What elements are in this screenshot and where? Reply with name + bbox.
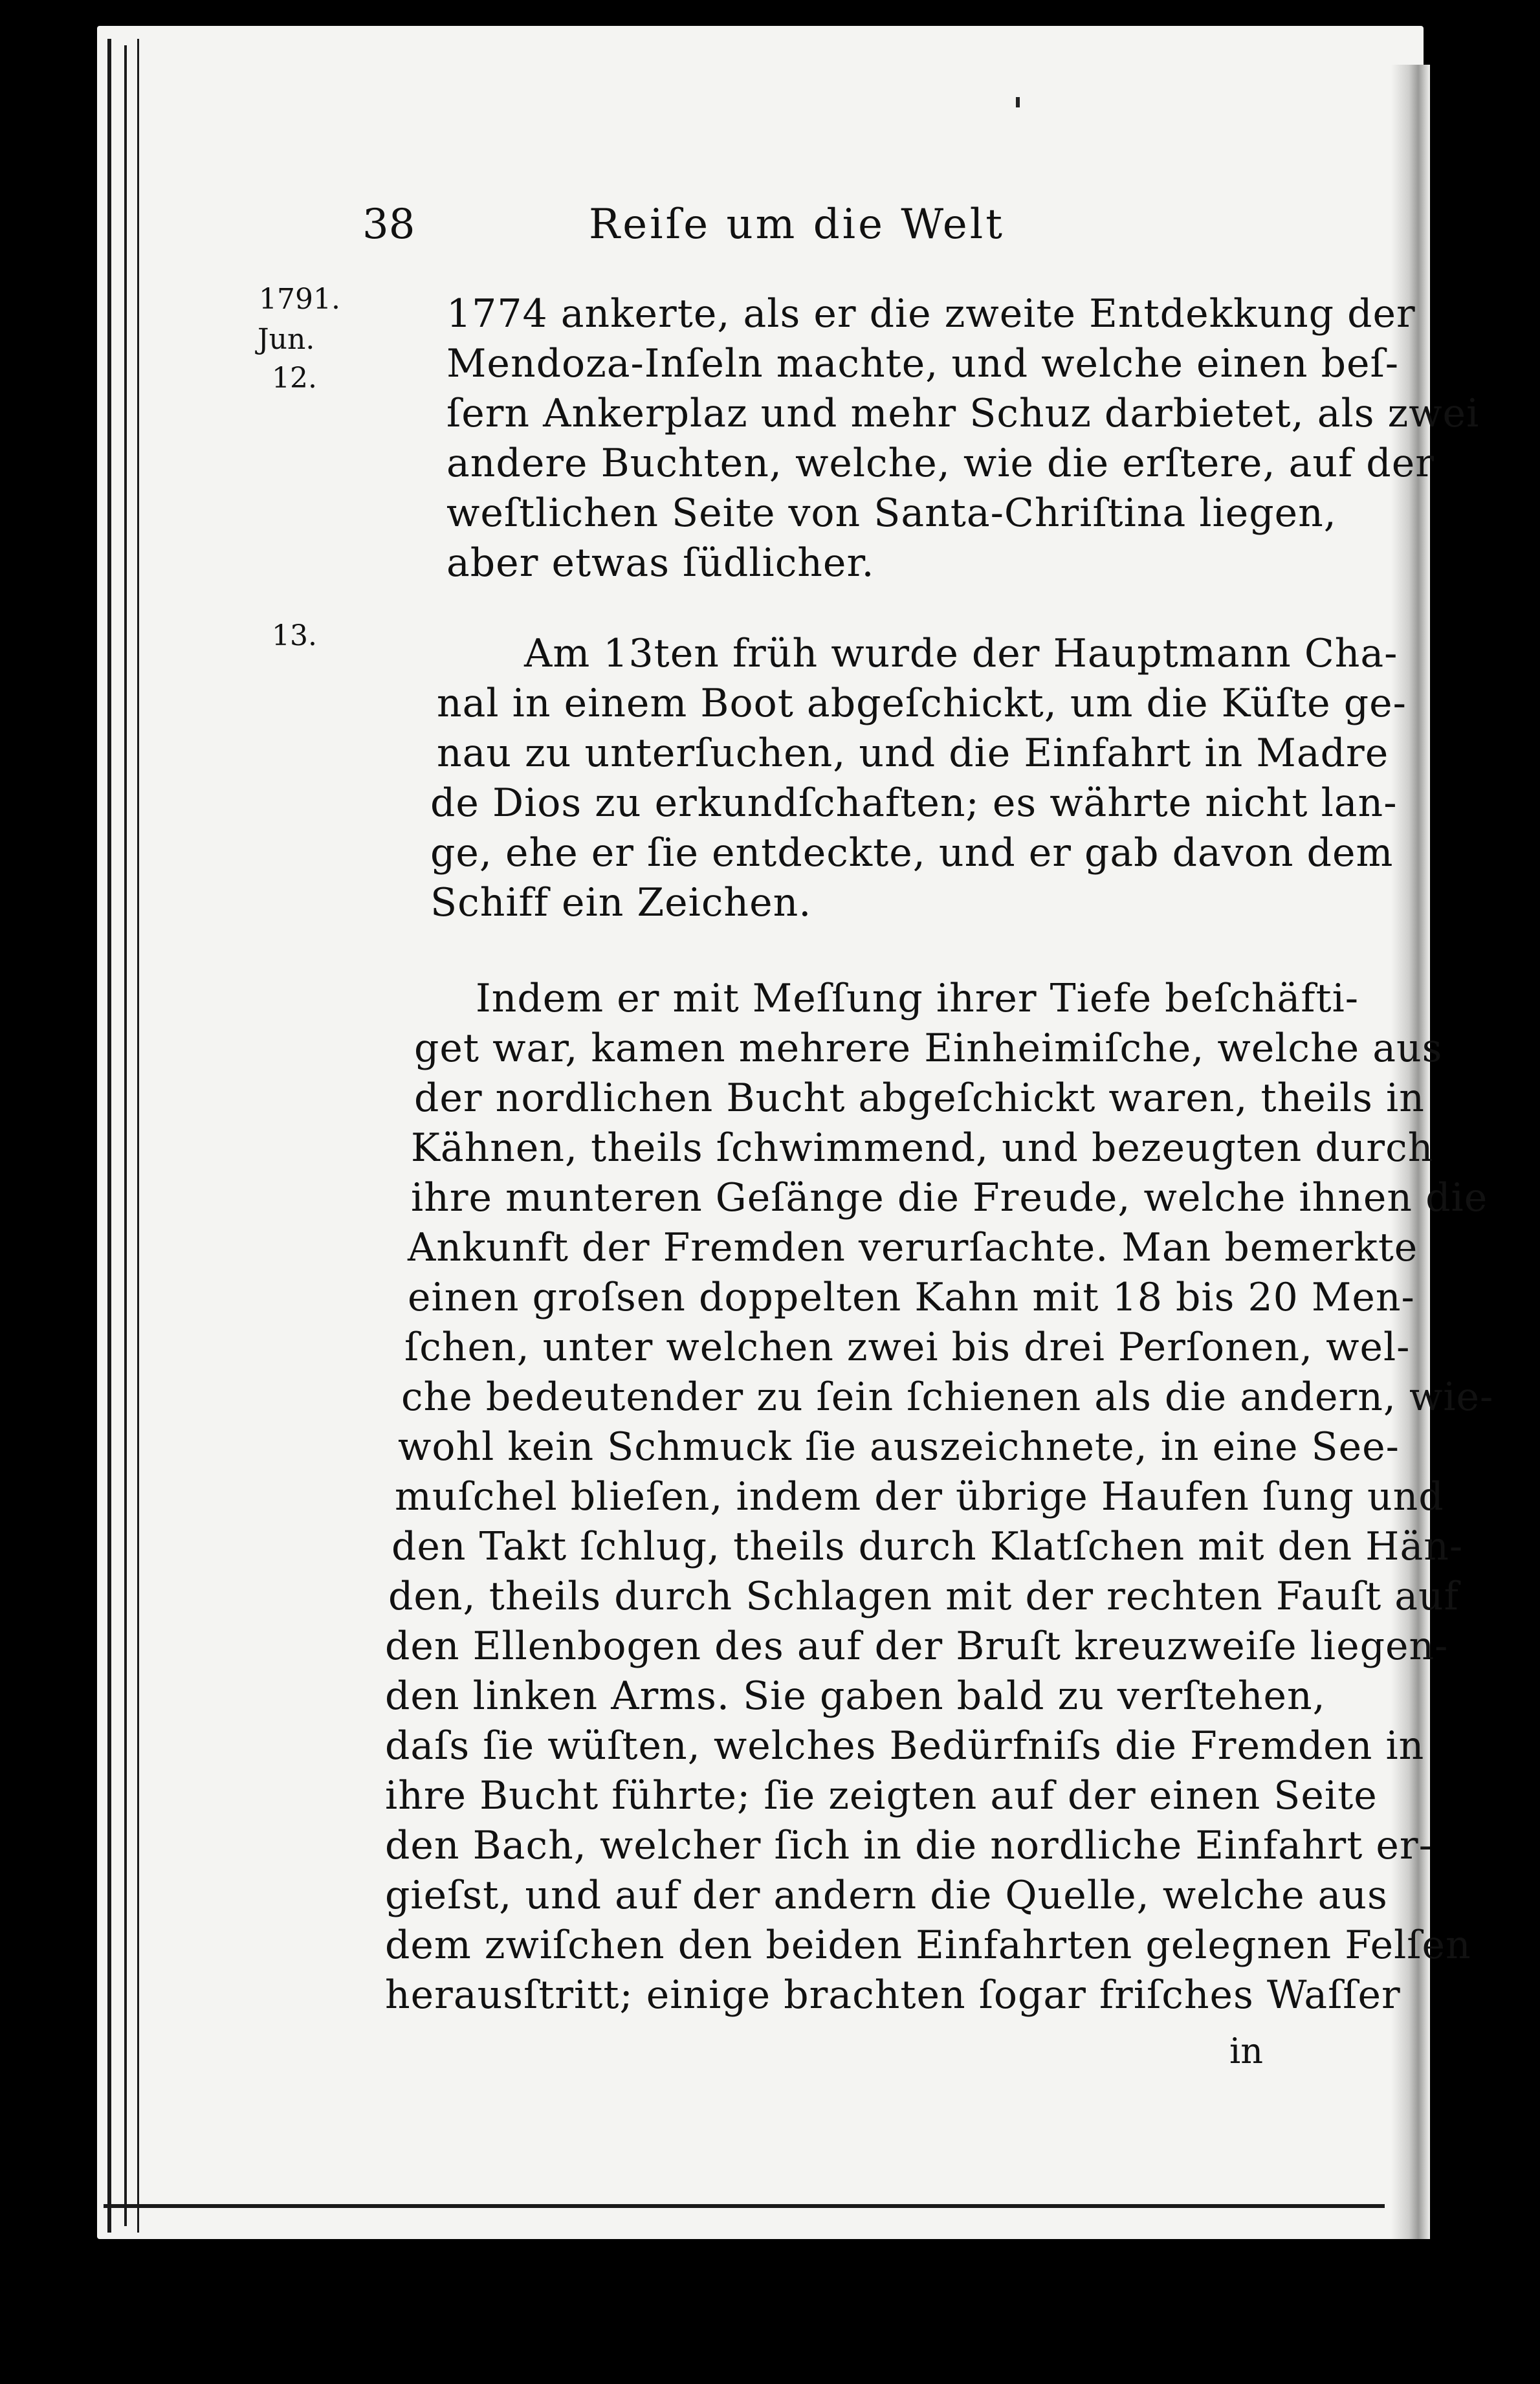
text-line: ihre Bucht führte; ſie zeigten auf der einen Seite [385, 1773, 1378, 1818]
text-line: 1774 ankerte, als er die zweite Entdekkung der [446, 291, 1416, 337]
page-header [362, 188, 1268, 259]
running-title: Reiſe um die Welt [589, 201, 1005, 248]
text-line: den linken Arms. Sie gaben bald zu verſtehen, [385, 1673, 1326, 1719]
text-line: de Dios zu erkundſchaften; es währte nicht lan- [430, 780, 1398, 826]
text-line: den Takt ſchlug, theils durch Klatſchen mit den Hän- [391, 1524, 1464, 1569]
page-number: 38 [362, 201, 415, 248]
margin-note-month: Jun. [258, 323, 315, 356]
margin-note-year: 1791. [259, 283, 340, 316]
text-line: der nordlichen Bucht abgeſchickt waren, theils in [414, 1076, 1425, 1121]
catchword: in [1229, 2031, 1264, 2071]
text-line: che bedeutender zu ſein ſchienen als die andern, wie- [401, 1374, 1494, 1420]
text-line: den Bach, welcher ſich in die nordliche Einfahrt er- [385, 1823, 1433, 1868]
left-border-rule-inner [124, 45, 127, 2226]
text-line: weſtlichen Seite von Santa-Chriſtina liegen, [446, 491, 1337, 536]
left-border-rule-inner-2 [137, 39, 139, 2233]
margin-note-day: 12. [272, 362, 317, 395]
text-line: andere Buchten, welche, wie die erſtere, auf der [446, 441, 1435, 486]
text-line: Am 13ten früh wurde der Hauptmann Cha- [524, 631, 1398, 676]
text-line: herausſtritt; einige brachten ſogar friſches Waſſer [385, 1972, 1401, 2018]
text-line: ge, ehe er ſie entdeckte, und er gab davon dem [430, 830, 1394, 876]
text-line: Kähnen, theils ſchwimmend, und bezeugten durch [411, 1125, 1434, 1171]
text-line: Mendoza-Inſeln machte, und welche einen beſ- [446, 341, 1400, 386]
text-line: get war, kamen mehrere Einheimiſche, welche aus [414, 1026, 1443, 1071]
text-line: aber etwas ſüdlicher. [446, 540, 875, 586]
text-line: gieſst, und auf der andern die Quelle, welche aus [385, 1873, 1388, 1918]
text-line: muſchel blieſen, indem der übrige Haufen ſung und [395, 1474, 1444, 1519]
text-line: Ankunft der Fremden verurſachte. Man bemerkte [408, 1225, 1418, 1270]
text-line: nau zu unterſuchen, und die Einfahrt in Madre [437, 731, 1389, 776]
bottom-border-rule [104, 2204, 1385, 2208]
margin-note-day-13: 13. [272, 619, 317, 652]
text-line: Indem er mit Meſſung ihrer Tiefe beſchäfti- [476, 976, 1359, 1021]
text-line: ihre munteren Geſänge die Freude, welche ihnen die [411, 1175, 1488, 1220]
text-line: ſern Ankerplaz und mehr Schuz darbietet, als zwei [446, 391, 1480, 436]
text-line: dem zwiſchen den beiden Einfahrten gelegnen Felſen [385, 1923, 1471, 1968]
left-border-rule [107, 39, 111, 2233]
text-line: Schiff ein Zeichen. [430, 880, 812, 925]
text-line: daſs ſie wüſten, welches Bedürfniſs die Fremden in [385, 1723, 1425, 1769]
text-line: einen groſsen doppelten Kahn mit 18 bis 20 Men- [408, 1275, 1415, 1320]
text-line: den Ellenbogen des auf der Bruſt kreuzweiſe liegen- [385, 1624, 1449, 1669]
text-line: den, theils durch Schlagen mit der rechten Fauſt auf [388, 1574, 1459, 1619]
text-line: nal in einem Boot abgeſchickt, um die Küſte ge- [437, 681, 1407, 726]
ink-speck [1016, 97, 1020, 107]
text-line: ſchen, unter welchen zwei bis drei Perſonen, wel- [404, 1325, 1411, 1370]
text-line: wohl kein Schmuck ſie auszeichnete, in eine See- [398, 1424, 1400, 1470]
